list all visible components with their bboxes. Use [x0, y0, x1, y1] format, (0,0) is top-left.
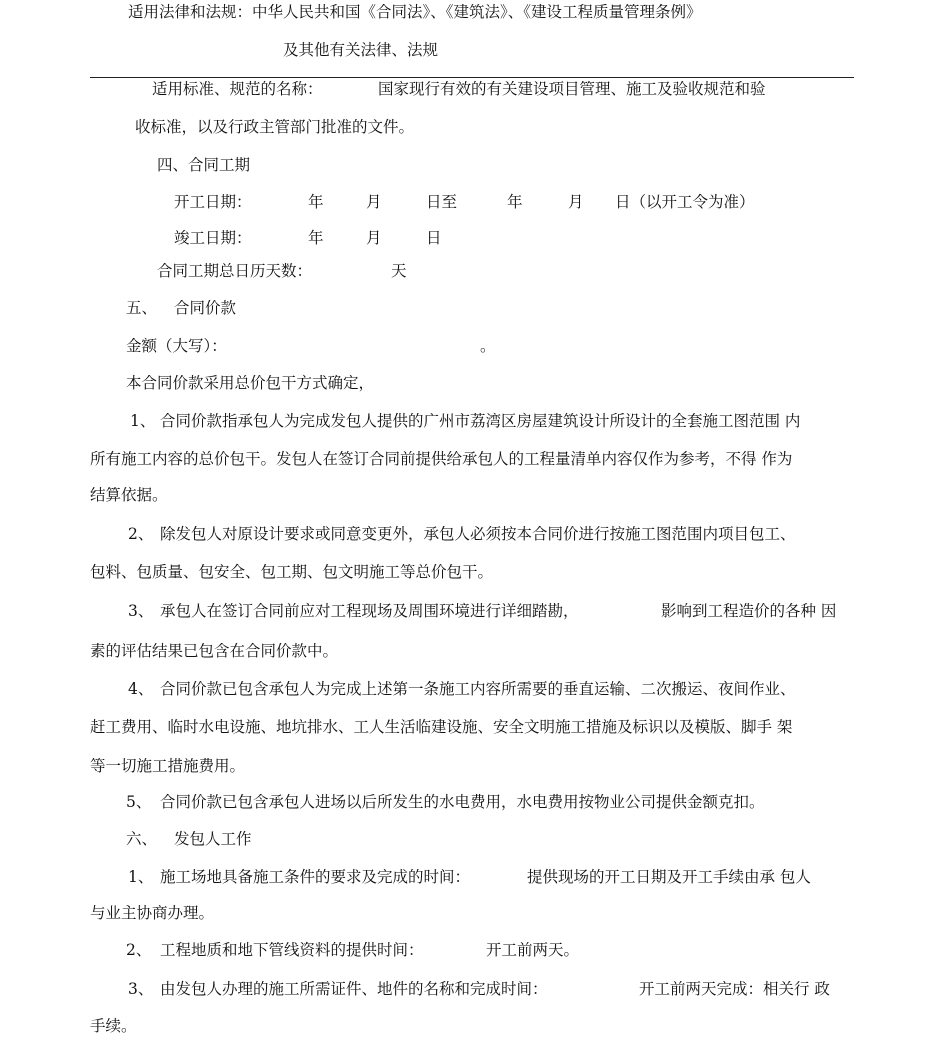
s6-item-1-line-1a: 施工场地具备施工条件的要求及完成的时间：: [160, 868, 471, 886]
start-month: 月: [366, 193, 382, 211]
section-5-title: 合同价款: [174, 299, 237, 317]
s6-item-3-line-1b: 开工前两天完成：相关行 政: [639, 980, 830, 998]
s6-item-2-line-1a: 工程地质和地下管线资料的提供时间：: [160, 941, 424, 959]
s5-item-2-line-1: 除发包人对原设计要求或同意变更外，承包人必须按本合同价进行按施工图范围内项目包工、: [160, 525, 796, 543]
s6-item-2-line-1b: 开工前两天。: [486, 941, 580, 959]
s5-item-1-number: 1、: [130, 412, 156, 430]
finish-year: 年: [308, 229, 324, 247]
s5-item-2-number: 2、: [128, 525, 154, 543]
section-4-title: 四、合同工期: [157, 156, 251, 174]
start-day: 日至: [426, 193, 458, 211]
s5-item-3-line-1b: 影响到工程造价的各种 因: [661, 602, 837, 620]
s6-item-1-number: 1、: [128, 868, 154, 886]
s5-item-4-number: 4、: [128, 680, 154, 698]
s5-item-1-line-3: 结算依据。: [90, 486, 168, 504]
standards-label: 适用标准、规范的名称：: [152, 80, 323, 98]
section-6-number: 六、: [126, 830, 158, 848]
total-days-unit: 天: [391, 262, 407, 280]
s5-item-4-line-2: 赶工费用、临时水电设施、地坑排水、工人生活临建设施、安全文明施工措施及标识以及模版、脚手 架: [90, 718, 793, 736]
s5-item-5-line-1: 合同价款已包含承包人进场以后所发生的水电费用，水电费用按物业公司提供金额克扣。: [160, 793, 765, 811]
s5-item-5-number: 5、: [126, 793, 152, 811]
s6-item-2-number: 2、: [126, 941, 152, 959]
applicable-law-line-2: 及其他有关法律、法规: [283, 41, 439, 59]
start-date-label: 开工日期：: [174, 193, 252, 211]
end-month: 月: [568, 193, 584, 211]
s6-item-3-line-1a: 由发包人办理的施工所需证件、地件的名称和完成时间：: [160, 980, 548, 998]
pricing-method: 本合同价款采用总价包干方式确定，: [126, 374, 375, 392]
end-year: 年: [507, 193, 523, 211]
s5-item-3-line-2: 素的评估结果已包含在合同价款中。: [90, 642, 339, 660]
s6-item-3-number: 3、: [128, 980, 154, 998]
s5-item-1-line-1: 合同价款指承包人为完成发包人提供的广州市荔湾区房屋建筑设计所设计的全套施工图范围 内: [160, 412, 801, 430]
s5-item-1-line-2: 所有施工内容的总价包干。发包人在签订合同前提供给承包人的工程量清单内容仅作为参考，不得 作为: [90, 450, 793, 468]
total-days-label: 合同工期总日历天数：: [157, 262, 313, 280]
section-5-number: 五、: [126, 299, 158, 317]
applicable-law-line: 适用法律和法规：中华人民共和国《合同法》、《建筑法》、《建设工程质量管理条例》: [128, 3, 702, 21]
amount-period: 。: [480, 337, 496, 355]
s6-item-3-line-2: 手续。: [90, 1017, 137, 1035]
start-year: 年: [308, 193, 324, 211]
s5-item-3-number: 3、: [128, 602, 154, 620]
s6-item-1-line-2: 与业主协商办理。: [90, 904, 215, 922]
section-6-title: 发包人工作: [174, 830, 252, 848]
amount-label: 金额（大写）：: [126, 337, 227, 355]
s5-item-3-line-1a: 承包人在签订合同前应对工程现场及周围环境进行详细踏勘，: [160, 602, 579, 620]
s5-item-4-line-3: 等一切施工措施费用。: [90, 757, 246, 775]
s5-item-4-line-1: 合同价款已包含承包人为完成上述第一条施工内容所需要的垂直运输、二次搬运、夜间作业、: [160, 680, 796, 698]
finish-month: 月: [366, 229, 382, 247]
standards-continuation: 收标准，以及行政主管部门批准的文件。: [135, 118, 415, 136]
s6-item-1-line-1b: 提供现场的开工日期及开工手续由承 包人: [527, 868, 811, 886]
standards-value: 国家现行有效的有关建设项目管理、施工及验收规范和验: [378, 80, 766, 98]
finish-day: 日: [426, 229, 442, 247]
finish-date-label: 竣工日期：: [174, 229, 252, 247]
s5-item-2-line-2: 包料、包质量、包安全、包工期、包文明施工等总价包干。: [90, 563, 494, 581]
end-day-note: 日（以开工令为准）: [615, 193, 755, 211]
divider-line: [90, 77, 854, 78]
